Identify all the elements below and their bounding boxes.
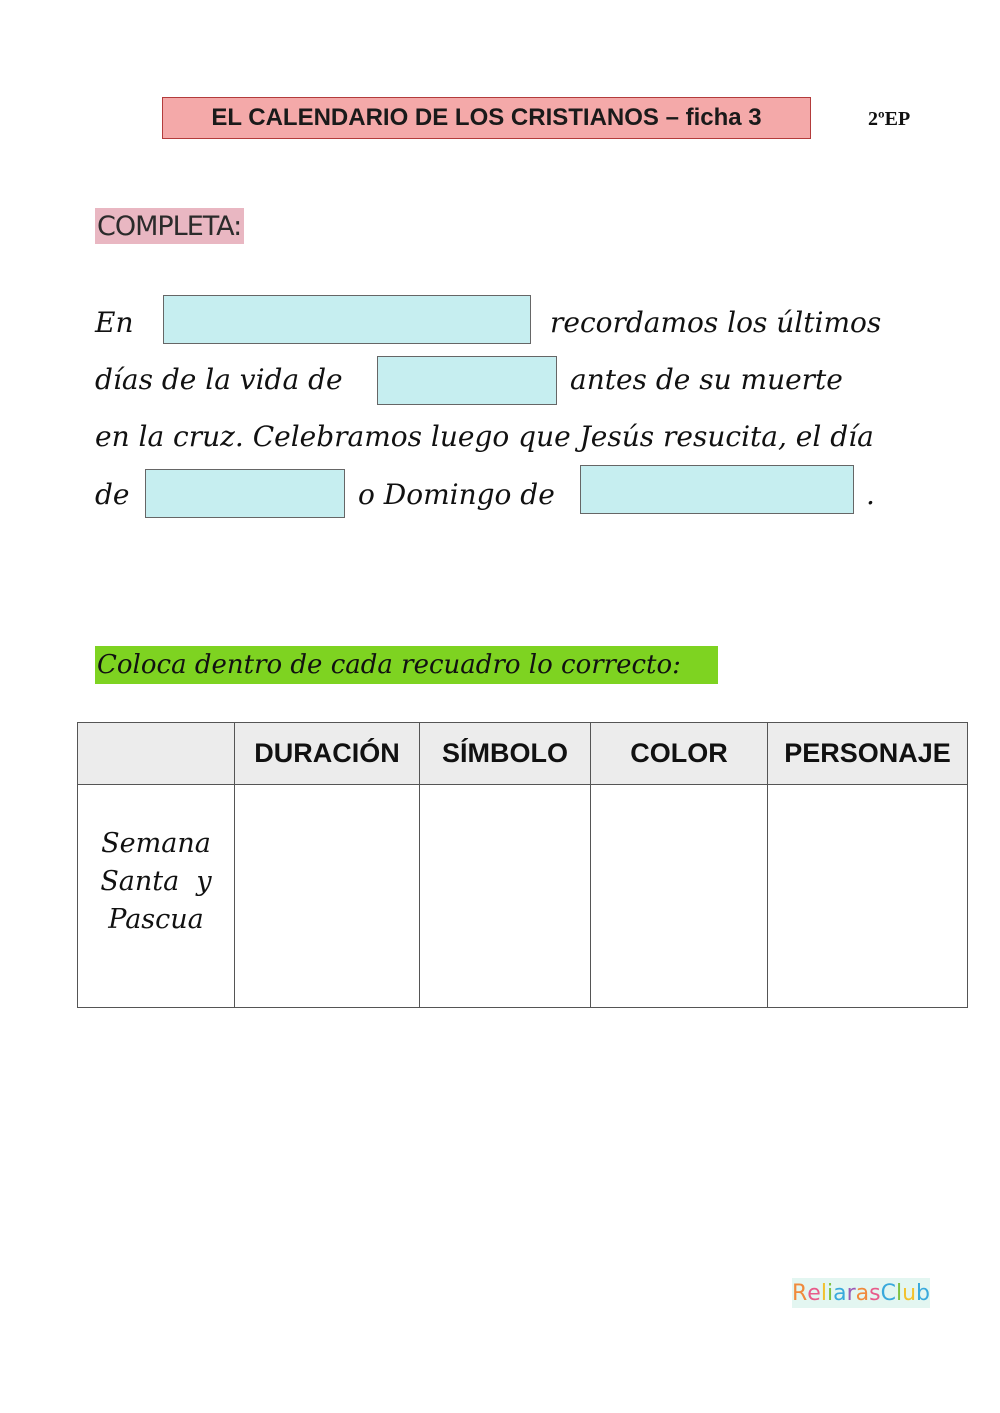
- logo-letter: u: [902, 1280, 917, 1306]
- logo-letter: a: [833, 1280, 847, 1306]
- answer-box-2[interactable]: [377, 356, 557, 405]
- line4-end-text: .: [866, 478, 875, 511]
- logo-letter: l: [820, 1280, 827, 1306]
- row-label-line: Semana: [101, 828, 211, 859]
- logo-letter: a: [855, 1280, 870, 1306]
- worksheet-title: EL CALENDARIO DE LOS CRISTIANOS – ficha 3: [162, 97, 811, 139]
- line1-end-text: recordamos los últimos: [550, 306, 882, 339]
- header-simbolo: SÍMBOLO: [420, 723, 591, 785]
- logo-letter: r: [846, 1280, 856, 1306]
- duracion-drop-cell[interactable]: [235, 785, 420, 1008]
- grade-label: 2ºEP: [868, 108, 911, 130]
- header-duracion: DURACIÓN: [235, 723, 420, 785]
- reliarasclub-logo: [792, 1278, 930, 1308]
- logo-letter: i: [826, 1280, 834, 1306]
- completa-heading: COMPLETA:: [95, 208, 244, 244]
- line4-mid-text: o Domingo de: [358, 478, 555, 511]
- logo-letter: R: [792, 1280, 808, 1306]
- row-label-semana-santa: [78, 785, 235, 1008]
- row-label-line: Santa y: [100, 866, 212, 897]
- logo-letter: b: [916, 1280, 930, 1306]
- color-drop-cell[interactable]: [591, 785, 768, 1008]
- logo-letter: s: [869, 1280, 881, 1306]
- row-label-line: Pascua: [108, 904, 204, 935]
- line3-text: en la cruz. Celebramos luego que Jesús resucita, el día: [95, 420, 874, 453]
- line2-start-text: días de la vida de: [95, 363, 343, 396]
- logo-letter: l: [895, 1280, 903, 1306]
- simbolo-drop-cell[interactable]: [420, 785, 591, 1008]
- answer-box-3[interactable]: [145, 469, 345, 518]
- coloca-heading: Coloca dentro de cada recuadro lo correcto:: [95, 646, 718, 684]
- header-empty-cell: [78, 723, 235, 785]
- line1-start-text: En: [95, 306, 134, 339]
- personaje-drop-cell[interactable]: [768, 785, 968, 1008]
- logo-letter: C: [880, 1280, 896, 1306]
- festival-table: [77, 722, 968, 1008]
- answer-box-1[interactable]: [163, 295, 531, 344]
- header-personaje: PERSONAJE: [768, 723, 968, 785]
- header-color: COLOR: [591, 723, 768, 785]
- table-row: [78, 785, 968, 1008]
- logo-letter: e: [807, 1280, 821, 1306]
- table-header-row: [78, 723, 968, 785]
- answer-box-4[interactable]: [580, 465, 854, 514]
- line4-start-text: de: [95, 478, 130, 511]
- line2-end-text: antes de su muerte: [570, 363, 843, 396]
